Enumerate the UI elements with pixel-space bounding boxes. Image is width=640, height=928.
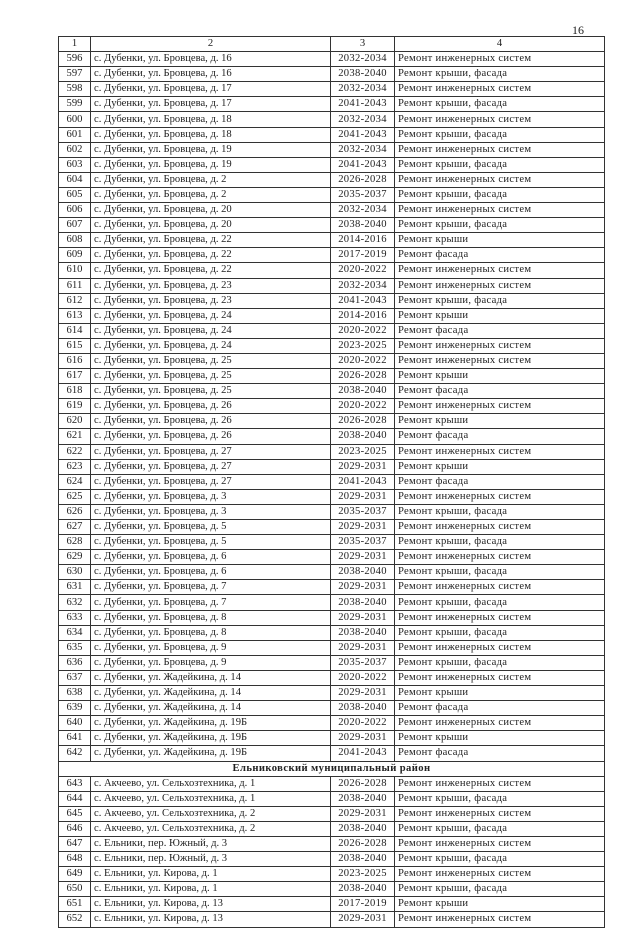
- row-number: 607: [59, 218, 91, 233]
- address-cell: с. Дубенки, ул. Бровцева, д. 9: [91, 640, 331, 655]
- period-cell: 2038-2040: [331, 67, 395, 82]
- address-cell: с. Дубенки, ул. Бровцева, д. 8: [91, 625, 331, 640]
- row-number: 650: [59, 882, 91, 897]
- row-number: 600: [59, 112, 91, 127]
- table-row: [59, 701, 605, 716]
- address-cell: с. Дубенки, ул. Бровцева, д. 23: [91, 278, 331, 293]
- table-row: [59, 112, 605, 127]
- table-row: [59, 640, 605, 655]
- table-row: [59, 459, 605, 474]
- address-cell: с. Дубенки, ул. Бровцева, д. 22: [91, 233, 331, 248]
- address-cell: с. Дубенки, ул. Бровцева, д. 20: [91, 203, 331, 218]
- period-cell: 2041-2043: [331, 157, 395, 172]
- period-cell: 2026-2028: [331, 414, 395, 429]
- address-cell: с. Акчеево, ул. Сельхозтехника, д. 1: [91, 791, 331, 806]
- row-number: 618: [59, 384, 91, 399]
- work-type-cell: Ремонт фасада: [395, 384, 605, 399]
- address-cell: с. Дубенки, ул. Бровцева, д. 27: [91, 459, 331, 474]
- period-cell: 2026-2028: [331, 172, 395, 187]
- address-cell: с. Дубенки, ул. Бровцева, д. 6: [91, 565, 331, 580]
- row-number: 646: [59, 821, 91, 836]
- row-number: 614: [59, 323, 91, 338]
- row-number: 622: [59, 444, 91, 459]
- period-cell: 2041-2043: [331, 746, 395, 761]
- period-cell: 2038-2040: [331, 565, 395, 580]
- work-type-cell: Ремонт инженерных систем: [395, 912, 605, 927]
- period-cell: 2020-2022: [331, 323, 395, 338]
- row-number: 620: [59, 414, 91, 429]
- period-cell: 2029-2031: [331, 520, 395, 535]
- row-number: 641: [59, 731, 91, 746]
- table-row: [59, 263, 605, 278]
- row-number: 634: [59, 625, 91, 640]
- work-type-cell: Ремонт крыши, фасада: [395, 821, 605, 836]
- address-cell: с. Дубенки, ул. Бровцева, д. 7: [91, 580, 331, 595]
- period-cell: 2029-2031: [331, 489, 395, 504]
- period-cell: 2029-2031: [331, 610, 395, 625]
- period-cell: 2020-2022: [331, 263, 395, 278]
- work-type-cell: Ремонт крыши, фасада: [395, 852, 605, 867]
- table-row: [59, 716, 605, 731]
- table-row: [59, 776, 605, 791]
- row-number: 603: [59, 157, 91, 172]
- address-cell: с. Дубенки, ул. Бровцева, д. 3: [91, 504, 331, 519]
- address-cell: с. Дубенки, ул. Бровцева, д. 7: [91, 595, 331, 610]
- row-number: 638: [59, 686, 91, 701]
- period-cell: 2020-2022: [331, 353, 395, 368]
- work-type-cell: Ремонт инженерных систем: [395, 52, 605, 67]
- period-cell: 2017-2019: [331, 248, 395, 263]
- address-cell: с. Дубенки, ул. Бровцева, д. 24: [91, 308, 331, 323]
- period-cell: 2029-2031: [331, 806, 395, 821]
- work-type-cell: Ремонт инженерных систем: [395, 203, 605, 218]
- period-cell: 2020-2022: [331, 670, 395, 685]
- row-number: 644: [59, 791, 91, 806]
- address-cell: с. Дубенки, ул. Бровцева, д. 25: [91, 369, 331, 384]
- row-number: 608: [59, 233, 91, 248]
- work-type-cell: Ремонт инженерных систем: [395, 640, 605, 655]
- table-row: [59, 97, 605, 112]
- table-row: [59, 248, 605, 263]
- work-type-cell: Ремонт крыши, фасада: [395, 97, 605, 112]
- work-type-cell: Ремонт инженерных систем: [395, 399, 605, 414]
- table-row: [59, 444, 605, 459]
- period-cell: 2035-2037: [331, 504, 395, 519]
- table-row: [59, 535, 605, 550]
- address-cell: с. Ельники, ул. Кирова, д. 1: [91, 882, 331, 897]
- address-cell: с. Дубенки, ул. Бровцева, д. 3: [91, 489, 331, 504]
- address-cell: с. Дубенки, ул. Бровцева, д. 18: [91, 127, 331, 142]
- table-row: [59, 218, 605, 233]
- address-cell: с. Дубенки, ул. Бровцева, д. 18: [91, 112, 331, 127]
- header-col-1: 1: [59, 37, 91, 52]
- section-row: [59, 761, 605, 776]
- period-cell: 2035-2037: [331, 535, 395, 550]
- work-type-cell: Ремонт крыши: [395, 233, 605, 248]
- row-number: 632: [59, 595, 91, 610]
- address-cell: с. Дубенки, ул. Бровцева, д. 6: [91, 550, 331, 565]
- work-type-cell: Ремонт инженерных систем: [395, 836, 605, 851]
- page-number: 16: [572, 23, 584, 37]
- table-row: [59, 625, 605, 640]
- address-cell: с. Дубенки, ул. Жадейкина, д. 14: [91, 670, 331, 685]
- period-cell: 2032-2034: [331, 112, 395, 127]
- period-cell: 2029-2031: [331, 686, 395, 701]
- table-row: [59, 384, 605, 399]
- table-row: [59, 293, 605, 308]
- section-group: [59, 761, 605, 776]
- work-type-cell: Ремонт крыши, фасада: [395, 67, 605, 82]
- row-number: 647: [59, 836, 91, 851]
- address-cell: с. Дубенки, ул. Бровцева, д. 16: [91, 52, 331, 67]
- row-number: 610: [59, 263, 91, 278]
- period-cell: 2023-2025: [331, 444, 395, 459]
- row-number: 601: [59, 127, 91, 142]
- table-row: [59, 489, 605, 504]
- row-number: 617: [59, 369, 91, 384]
- address-cell: с. Дубенки, ул. Бровцева, д. 25: [91, 353, 331, 368]
- period-cell: 2029-2031: [331, 550, 395, 565]
- period-cell: 2038-2040: [331, 852, 395, 867]
- table-row: [59, 867, 605, 882]
- period-cell: 2023-2025: [331, 338, 395, 353]
- table-row: [59, 308, 605, 323]
- work-type-cell: Ремонт крыши, фасада: [395, 187, 605, 202]
- table-row: [59, 399, 605, 414]
- table-row: [59, 157, 605, 172]
- table-row: [59, 142, 605, 157]
- period-cell: 2032-2034: [331, 52, 395, 67]
- work-type-cell: Ремонт крыши, фасада: [395, 504, 605, 519]
- period-cell: 2029-2031: [331, 912, 395, 927]
- period-cell: 2020-2022: [331, 716, 395, 731]
- work-type-cell: Ремонт инженерных систем: [395, 670, 605, 685]
- table-row: [59, 127, 605, 142]
- table-row: [59, 353, 605, 368]
- work-type-cell: Ремонт инженерных систем: [395, 82, 605, 97]
- work-type-cell: Ремонт инженерных систем: [395, 716, 605, 731]
- row-number: 611: [59, 278, 91, 293]
- work-type-cell: Ремонт инженерных систем: [395, 806, 605, 821]
- work-type-cell: Ремонт фасада: [395, 323, 605, 338]
- address-cell: с. Дубенки, ул. Бровцева, д. 19: [91, 157, 331, 172]
- table-row: [59, 504, 605, 519]
- period-cell: 2014-2016: [331, 308, 395, 323]
- work-type-cell: Ремонт крыши, фасада: [395, 625, 605, 640]
- address-cell: с. Акчеево, ул. Сельхозтехника, д. 2: [91, 806, 331, 821]
- address-cell: с. Дубенки, ул. Бровцева, д. 27: [91, 474, 331, 489]
- work-type-cell: Ремонт инженерных систем: [395, 112, 605, 127]
- address-cell: с. Дубенки, ул. Бровцева, д. 27: [91, 444, 331, 459]
- work-type-cell: Ремонт крыши, фасада: [395, 565, 605, 580]
- table-row: [59, 610, 605, 625]
- address-cell: с. Акчеево, ул. Сельхозтехника, д. 1: [91, 776, 331, 791]
- row-number: 630: [59, 565, 91, 580]
- period-cell: 2038-2040: [331, 821, 395, 836]
- row-number: 599: [59, 97, 91, 112]
- row-number: 626: [59, 504, 91, 519]
- period-cell: 2023-2025: [331, 867, 395, 882]
- period-cell: 2038-2040: [331, 882, 395, 897]
- work-type-cell: Ремонт фасада: [395, 701, 605, 716]
- address-cell: с. Дубенки, ул. Жадейкина, д. 19Б: [91, 731, 331, 746]
- work-type-cell: Ремонт фасада: [395, 429, 605, 444]
- work-type-cell: Ремонт инженерных систем: [395, 867, 605, 882]
- address-cell: с. Дубенки, ул. Бровцева, д. 22: [91, 263, 331, 278]
- address-cell: с. Дубенки, ул. Бровцева, д. 9: [91, 655, 331, 670]
- address-cell: с. Ельники, пер. Южный, д. 3: [91, 852, 331, 867]
- table-row: [59, 580, 605, 595]
- work-type-cell: Ремонт крыши: [395, 731, 605, 746]
- row-number: 633: [59, 610, 91, 625]
- table-row: [59, 791, 605, 806]
- table-row: [59, 187, 605, 202]
- row-number: 619: [59, 399, 91, 414]
- period-cell: 2029-2031: [331, 580, 395, 595]
- work-type-cell: Ремонт крыши, фасада: [395, 127, 605, 142]
- row-number: 615: [59, 338, 91, 353]
- address-cell: с. Дубенки, ул. Бровцева, д. 26: [91, 429, 331, 444]
- row-number: 631: [59, 580, 91, 595]
- period-cell: 2038-2040: [331, 701, 395, 716]
- address-cell: с. Дубенки, ул. Бровцева, д. 23: [91, 293, 331, 308]
- row-number: 613: [59, 308, 91, 323]
- period-cell: 2038-2040: [331, 384, 395, 399]
- table-row: [59, 882, 605, 897]
- work-type-cell: Ремонт крыши, фасада: [395, 655, 605, 670]
- row-number: 643: [59, 776, 91, 791]
- address-cell: с. Дубенки, ул. Бровцева, д. 22: [91, 248, 331, 263]
- work-type-cell: Ремонт крыши: [395, 369, 605, 384]
- table-row: [59, 520, 605, 535]
- work-type-cell: Ремонт крыши, фасада: [395, 595, 605, 610]
- period-cell: 2038-2040: [331, 625, 395, 640]
- period-cell: 2029-2031: [331, 640, 395, 655]
- work-type-cell: Ремонт фасада: [395, 746, 605, 761]
- table-row: [59, 82, 605, 97]
- period-cell: 2014-2016: [331, 233, 395, 248]
- table-row: [59, 172, 605, 187]
- address-cell: с. Дубенки, ул. Жадейкина, д. 14: [91, 701, 331, 716]
- row-number: 609: [59, 248, 91, 263]
- address-cell: с. Дубенки, ул. Бровцева, д. 24: [91, 323, 331, 338]
- row-number: 640: [59, 716, 91, 731]
- period-cell: 2032-2034: [331, 82, 395, 97]
- row-number: 606: [59, 203, 91, 218]
- row-number: 604: [59, 172, 91, 187]
- work-type-cell: Ремонт инженерных систем: [395, 353, 605, 368]
- address-cell: с. Дубенки, ул. Жадейкина, д. 14: [91, 686, 331, 701]
- address-cell: с. Дубенки, ул. Бровцева, д. 5: [91, 520, 331, 535]
- period-cell: 2026-2028: [331, 836, 395, 851]
- work-type-cell: Ремонт инженерных систем: [395, 610, 605, 625]
- row-number: 649: [59, 867, 91, 882]
- work-type-cell: Ремонт инженерных систем: [395, 776, 605, 791]
- table-row: [59, 233, 605, 248]
- address-cell: с. Ельники, ул. Кирова, д. 1: [91, 867, 331, 882]
- table-row: [59, 670, 605, 685]
- table-row: [59, 338, 605, 353]
- address-cell: с. Дубенки, ул. Бровцева, д. 16: [91, 67, 331, 82]
- table-row: [59, 655, 605, 670]
- address-cell: с. Дубенки, ул. Бровцева, д. 5: [91, 535, 331, 550]
- table-row: [59, 414, 605, 429]
- period-cell: 2041-2043: [331, 97, 395, 112]
- work-type-cell: Ремонт крыши: [395, 686, 605, 701]
- rows-group-a: [59, 52, 605, 761]
- work-type-cell: Ремонт крыши, фасада: [395, 535, 605, 550]
- work-type-cell: Ремонт крыши: [395, 459, 605, 474]
- period-cell: 2020-2022: [331, 399, 395, 414]
- row-number: 602: [59, 142, 91, 157]
- period-cell: 2026-2028: [331, 369, 395, 384]
- table-row: [59, 323, 605, 338]
- work-type-cell: Ремонт инженерных систем: [395, 142, 605, 157]
- row-number: 616: [59, 353, 91, 368]
- work-type-cell: Ремонт инженерных систем: [395, 489, 605, 504]
- period-cell: 2017-2019: [331, 897, 395, 912]
- table-row: [59, 429, 605, 444]
- row-number: 648: [59, 852, 91, 867]
- table-row: [59, 852, 605, 867]
- period-cell: 2038-2040: [331, 429, 395, 444]
- period-cell: 2032-2034: [331, 278, 395, 293]
- address-cell: с. Дубенки, ул. Бровцева, д. 24: [91, 338, 331, 353]
- period-cell: 2026-2028: [331, 776, 395, 791]
- header-col-2: 2: [91, 37, 331, 52]
- work-type-cell: Ремонт крыши, фасада: [395, 293, 605, 308]
- period-cell: 2029-2031: [331, 459, 395, 474]
- period-cell: 2035-2037: [331, 655, 395, 670]
- address-cell: с. Дубенки, ул. Бровцева, д. 20: [91, 218, 331, 233]
- address-cell: с. Ельники, ул. Кирова, д. 13: [91, 897, 331, 912]
- work-type-cell: Ремонт фасада: [395, 474, 605, 489]
- table-row: [59, 474, 605, 489]
- row-number: 629: [59, 550, 91, 565]
- address-cell: с. Дубенки, ул. Бровцева, д. 2: [91, 187, 331, 202]
- work-type-cell: Ремонт фасада: [395, 248, 605, 263]
- period-cell: 2038-2040: [331, 791, 395, 806]
- address-cell: с. Акчеево, ул. Сельхозтехника, д. 2: [91, 821, 331, 836]
- period-cell: 2035-2037: [331, 187, 395, 202]
- address-cell: с. Дубенки, ул. Бровцева, д. 17: [91, 97, 331, 112]
- table-row: [59, 369, 605, 384]
- row-number: 652: [59, 912, 91, 927]
- table-row: [59, 836, 605, 851]
- header-row: [59, 37, 605, 52]
- row-number: 642: [59, 746, 91, 761]
- row-number: 639: [59, 701, 91, 716]
- row-number: 612: [59, 293, 91, 308]
- work-type-cell: Ремонт инженерных систем: [395, 520, 605, 535]
- table-row: [59, 897, 605, 912]
- address-cell: с. Ельники, пер. Южный, д. 3: [91, 836, 331, 851]
- row-number: 605: [59, 187, 91, 202]
- address-cell: с. Дубенки, ул. Бровцева, д. 19: [91, 142, 331, 157]
- work-type-cell: Ремонт инженерных систем: [395, 263, 605, 278]
- row-number: 645: [59, 806, 91, 821]
- work-type-cell: Ремонт инженерных систем: [395, 278, 605, 293]
- period-cell: 2041-2043: [331, 293, 395, 308]
- work-type-cell: Ремонт инженерных систем: [395, 444, 605, 459]
- table-row: [59, 746, 605, 761]
- header-col-4: 4: [395, 37, 605, 52]
- row-number: 636: [59, 655, 91, 670]
- row-number: 624: [59, 474, 91, 489]
- section-title: Ельниковский муниципальный район: [59, 761, 605, 776]
- period-cell: 2029-2031: [331, 731, 395, 746]
- period-cell: 2038-2040: [331, 218, 395, 233]
- work-type-cell: Ремонт инженерных систем: [395, 338, 605, 353]
- address-cell: с. Дубенки, ул. Бровцева, д. 2: [91, 172, 331, 187]
- row-number: 625: [59, 489, 91, 504]
- row-number: 597: [59, 67, 91, 82]
- row-number: 637: [59, 670, 91, 685]
- work-type-cell: Ремонт крыши, фасада: [395, 157, 605, 172]
- work-type-cell: Ремонт крыши, фасада: [395, 218, 605, 233]
- table-row: [59, 550, 605, 565]
- work-type-cell: Ремонт инженерных систем: [395, 172, 605, 187]
- row-number: 651: [59, 897, 91, 912]
- address-cell: с. Дубенки, ул. Жадейкина, д. 19Б: [91, 746, 331, 761]
- period-cell: 2041-2043: [331, 127, 395, 142]
- work-type-cell: Ремонт инженерных систем: [395, 580, 605, 595]
- table-row: [59, 821, 605, 836]
- row-number: 621: [59, 429, 91, 444]
- table-row: [59, 203, 605, 218]
- table-row: [59, 565, 605, 580]
- table-row: [59, 686, 605, 701]
- period-cell: 2041-2043: [331, 474, 395, 489]
- row-number: 623: [59, 459, 91, 474]
- table-row: [59, 52, 605, 67]
- work-type-cell: Ремонт крыши, фасада: [395, 791, 605, 806]
- address-cell: с. Ельники, ул. Кирова, д. 13: [91, 912, 331, 927]
- row-number: 627: [59, 520, 91, 535]
- work-type-cell: Ремонт крыши: [395, 897, 605, 912]
- rows-group-b: [59, 776, 605, 927]
- work-type-cell: Ремонт крыши, фасада: [395, 882, 605, 897]
- row-number: 628: [59, 535, 91, 550]
- period-cell: 2038-2040: [331, 595, 395, 610]
- address-cell: с. Дубенки, ул. Бровцева, д. 25: [91, 384, 331, 399]
- table-row: [59, 912, 605, 927]
- address-cell: с. Дубенки, ул. Бровцева, д. 26: [91, 399, 331, 414]
- row-number: 596: [59, 52, 91, 67]
- table-row: [59, 806, 605, 821]
- work-type-cell: Ремонт крыши: [395, 308, 605, 323]
- row-number: 598: [59, 82, 91, 97]
- repair-schedule-table: [58, 36, 605, 928]
- work-type-cell: Ремонт крыши: [395, 414, 605, 429]
- address-cell: с. Дубенки, ул. Бровцева, д. 17: [91, 82, 331, 97]
- table-row: [59, 595, 605, 610]
- address-cell: с. Дубенки, ул. Бровцева, д. 8: [91, 610, 331, 625]
- table-row: [59, 67, 605, 82]
- work-type-cell: Ремонт инженерных систем: [395, 550, 605, 565]
- row-number: 635: [59, 640, 91, 655]
- address-cell: с. Дубенки, ул. Жадейкина, д. 19Б: [91, 716, 331, 731]
- period-cell: 2032-2034: [331, 203, 395, 218]
- table-row: [59, 731, 605, 746]
- period-cell: 2032-2034: [331, 142, 395, 157]
- address-cell: с. Дубенки, ул. Бровцева, д. 26: [91, 414, 331, 429]
- table-row: [59, 278, 605, 293]
- header-col-3: 3: [331, 37, 395, 52]
